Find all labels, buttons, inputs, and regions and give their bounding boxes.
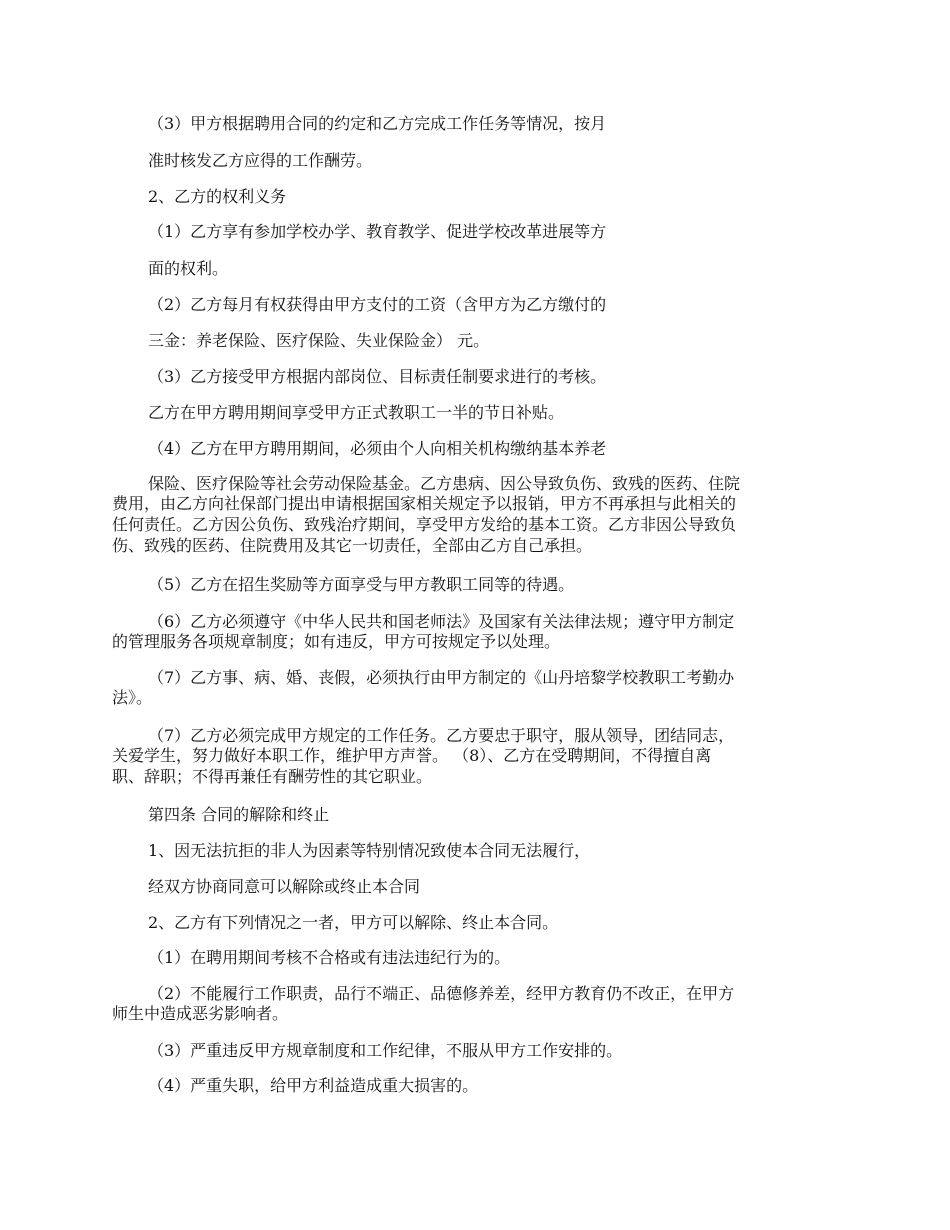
line-text: 经双方协商同意可以解除或终止本合同: [148, 877, 421, 896]
line-text: （2）乙方每月有权获得由甲方支付的工资（含甲方为乙方缴付的: [148, 295, 607, 314]
line-text: 法》。: [112, 688, 153, 707]
line-text: 准时核发乙方应得的工作酬劳。: [148, 151, 373, 170]
line-text: （3）严重违反甲方规章制度和工作纪律，不服从甲方工作安排的。: [148, 1041, 623, 1060]
line-text: （3）甲方根据聘用合同的约定和乙方完成工作任务等情况，按月: [148, 114, 607, 133]
line-text: （7）乙方必须完成甲方规定的工作任务。乙方要忠于职守，服从领导，团结同志，: [148, 726, 735, 745]
line-text: （4）乙方在甲方聘用期间，必须由个人向相关机构缴纳基本养老: [148, 439, 607, 458]
line-text: （6）乙方必须遵守《中华人民共和国老师法》及国家有关法律法规；遵守甲方制定: [148, 612, 735, 631]
line-text: （5）乙方在招生奖励等方面享受与甲方教职工同等的待遇。: [148, 575, 575, 594]
line-text: 职、辞职；不得再兼任有酬劳性的其它职业。: [112, 767, 433, 786]
line-text: 1、因无法抗拒的非人为因素等特别情况致使本合同无法履行，: [148, 841, 591, 860]
line-text: （1）在聘用期间考核不合格或有违法违纪行为的。: [148, 948, 511, 967]
line-text: 的管理服务各项规章制度；如有违反，甲方可按规定予以处理。: [112, 632, 561, 651]
line-text: 乙方在甲方聘用期间享受甲方正式教职工一半的节日补贴。: [148, 403, 565, 422]
line-text: 任何责任。乙方因公负伤、致残治疗期间，享受甲方发给的基本工资。乙方非因公导致负: [112, 515, 737, 534]
line-text: 师生中造成恶劣影响者。: [112, 1004, 289, 1023]
line-text: （4）严重失职，给甲方利益造成重大损害的。: [148, 1076, 479, 1095]
line-text: 伤、致残的医药、住院费用及其它一切责任，全部由乙方自己承担。: [112, 536, 593, 555]
line-text: （2）不能履行工作职责，品行不端正、品德修养差，经甲方教育仍不改正，在甲方: [148, 984, 735, 1003]
line-text: 第四条 合同的解除和终止: [148, 805, 330, 824]
line-text: 关爱学生，努力做好本职工作，维护甲方声誉。 （8）、乙方在受聘期间，不得擅自离: [112, 746, 712, 765]
line-text: 面的权利。: [148, 259, 229, 278]
line-text: 2、乙方的权利义务: [148, 187, 287, 206]
line-text: 2、乙方有下列情况之一者，甲方可以解除、终止本合同。: [148, 913, 559, 932]
line-text: （3）乙方接受甲方根据内部岗位、目标责任制要求进行的考核。: [148, 367, 607, 386]
line-text: 费用，由乙方向社保部门提出申请根据国家相关规定予以报销，甲方不再承担与此相关的: [112, 494, 737, 513]
line-text: 三金：养老保险、医疗保险、失业保险金） 元。: [148, 331, 490, 350]
line-text: （1）乙方享有参加学校办学、教育教学、促进学校改革进展等方: [148, 222, 607, 241]
line-text: （7）乙方事、病、婚、丧假，必须执行由甲方制定的《山丹培黎学校教职工考勤办: [148, 668, 735, 687]
line-text: 保险、医疗保险等社会劳动保险基金。乙方患病、因公导致负伤、致残的医药、住院: [148, 474, 741, 493]
